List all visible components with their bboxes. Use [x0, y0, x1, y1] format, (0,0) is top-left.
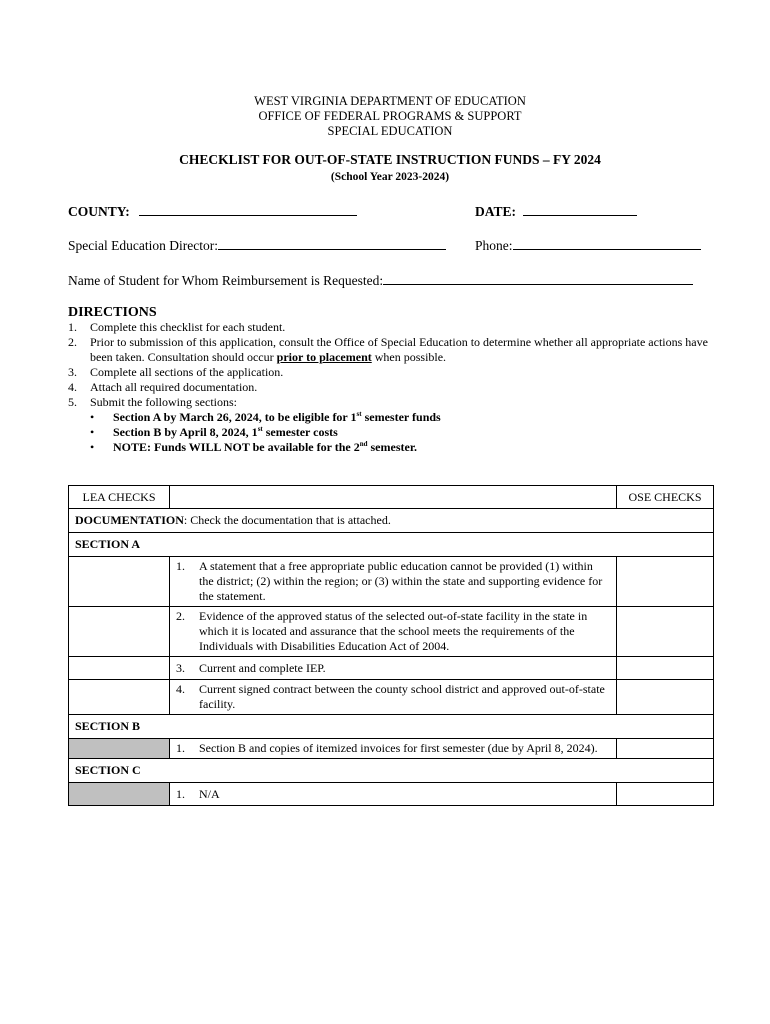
bullet-dot-icon: •: [90, 440, 95, 454]
table-row: 3. Current and complete IEP.: [69, 657, 714, 680]
section-c-heading: SECTION C: [69, 759, 714, 783]
ose-check-box[interactable]: [617, 680, 714, 715]
lea-check-box[interactable]: [69, 657, 170, 680]
lea-check-box[interactable]: [69, 607, 170, 657]
section-a-row: [69, 533, 714, 557]
phone-label: Phone:: [475, 238, 513, 253]
lea-check-box[interactable]: [69, 557, 170, 607]
ose-check-box[interactable]: [617, 739, 714, 759]
section-c-row: [69, 759, 714, 783]
director-label: Special Education Director:: [68, 238, 218, 253]
section-b-heading: SECTION B: [69, 715, 714, 739]
table-row: 1. Section B and copies of itemized invoices for first semester (due by April 8, 2024).: [69, 739, 714, 759]
county-label: COUNTY:: [68, 204, 130, 219]
date-label: DATE:: [475, 204, 517, 219]
lea-check-box[interactable]: [69, 680, 170, 715]
direction-item: 3. Complete all sections of the application.: [68, 365, 284, 379]
header-line-1: WEST VIRGINIA DEPARTMENT OF EDUCATION: [254, 94, 526, 108]
director-field: [68, 236, 446, 254]
date-field: [475, 202, 637, 220]
bullet-item: • Section B by April 8, 2024, 1st semester costs: [90, 425, 338, 439]
phone-field: [475, 236, 701, 254]
ose-checks-header: OSE CHECKS: [617, 486, 714, 509]
header-line-3: SPECIAL EDUCATION: [327, 124, 453, 138]
documentation-label: DOCUMENTATION: [75, 513, 184, 527]
directions-heading: DIRECTIONS: [68, 305, 157, 320]
header-blank-cell: [170, 486, 617, 509]
direction-item: 5. Submit the following sections:: [68, 395, 237, 409]
date-input-line[interactable]: [523, 202, 637, 216]
header-line-2: OFFICE OF FEDERAL PROGRAMS & SUPPORT: [258, 109, 522, 123]
document-title: CHECKLIST FOR OUT-OF-STATE INSTRUCTION FUNDS – FY 2024: [179, 152, 601, 167]
ose-check-box[interactable]: [617, 557, 714, 607]
lea-shaded-cell: [69, 783, 170, 806]
student-label: Name of Student for Whom Reimbursement is Requested:: [68, 273, 384, 288]
prior-to-placement-emphasis: prior to placement: [276, 350, 372, 364]
table-row: 1. A statement that a free appropriate public education cannot be provided (1) within the district; (2) within the region; or (3) within the state and supporting evidence for the statement.: [69, 557, 714, 607]
ose-check-box[interactable]: [617, 783, 714, 806]
lea-checks-header: LEA CHECKS: [69, 486, 170, 509]
section-a-heading: SECTION A: [69, 533, 714, 557]
bullet-item: • Section A by March 26, 2024, to be eligible for 1st semester funds: [90, 410, 441, 424]
bullet-dot-icon: •: [90, 425, 95, 439]
bullet-item: • NOTE: Funds WILL NOT be available for the 2nd semester.: [90, 440, 418, 454]
director-input-line[interactable]: [218, 236, 446, 250]
submission-bullets: [68, 410, 718, 455]
table-header-row: [69, 486, 714, 509]
county-field: [68, 202, 357, 220]
document-subtitle: (School Year 2023-2024): [330, 171, 450, 183]
table-row: 1. N/A: [69, 783, 714, 806]
documentation-text: : Check the documentation that is attached.: [183, 513, 391, 527]
county-input-line[interactable]: [139, 202, 357, 216]
checklist-table: [68, 485, 714, 806]
documentation-row: [69, 509, 714, 533]
directions-list: [68, 320, 718, 455]
table-row: 2. Evidence of the approved status of the selected out-of-state facility in the state in which it is located and assurance that the school meets the requirements of the Individuals with Disabilities Education Act of 2004.: [69, 607, 714, 657]
section-b-row: [69, 715, 714, 739]
table-row: 4. Current signed contract between the county school district and approved out-of-state facility.: [69, 680, 714, 715]
ose-check-box[interactable]: [617, 657, 714, 680]
direction-item: 4. Attach all required documentation.: [68, 380, 258, 394]
student-input-line[interactable]: [383, 271, 693, 285]
agency-header: [0, 94, 770, 139]
student-field: [68, 271, 693, 289]
direction-item: 1. Complete this checklist for each student.: [68, 320, 286, 334]
phone-input-line[interactable]: [513, 236, 701, 250]
lea-shaded-cell: [69, 739, 170, 759]
bullet-dot-icon: •: [90, 410, 95, 424]
direction-item: 2. Prior to submission of this application, consult the Office of Special Education to determine whether all appropriate actions have been taken. Consultation should occur prior to placement when possible.: [68, 335, 708, 364]
ose-check-box[interactable]: [617, 607, 714, 657]
